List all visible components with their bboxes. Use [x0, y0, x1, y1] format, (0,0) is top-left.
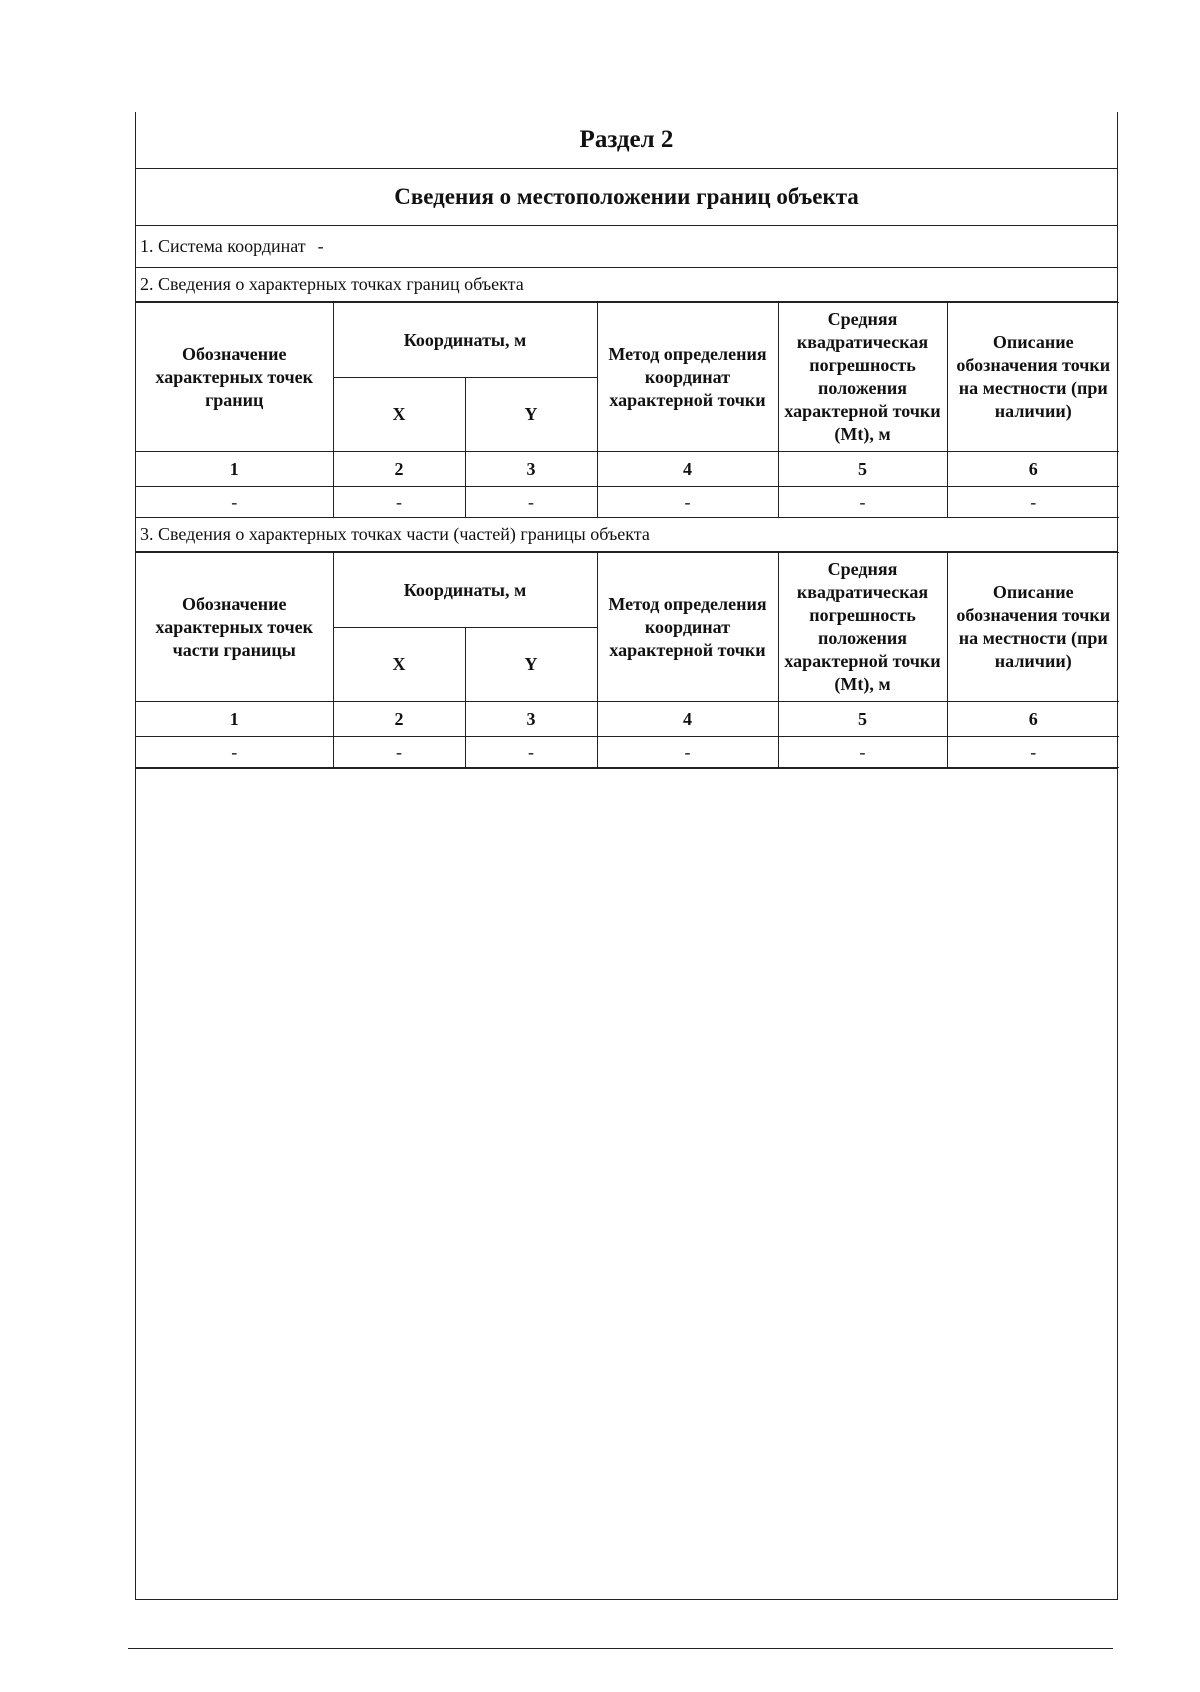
- header-y: Y: [465, 378, 597, 452]
- column-number: 5: [778, 702, 947, 737]
- header-description: Описание обозначения точки на местности (при наличии): [947, 553, 1119, 702]
- cell-error: -: [778, 737, 947, 768]
- cell-description: -: [947, 737, 1119, 768]
- header-method: Метод определения координат характерной точки: [597, 553, 778, 702]
- coordinate-system-row: [136, 226, 1117, 268]
- header-method: Метод определения координат характерной точки: [597, 303, 778, 452]
- column-number: 6: [947, 452, 1119, 487]
- section-title: Раздел 2: [136, 112, 1117, 169]
- cell-y: -: [465, 487, 597, 518]
- header-error: Средняя квадратическая погрешность положения характерной точки (Mt), м: [778, 303, 947, 452]
- column-number: 2: [333, 702, 465, 737]
- column-number: 3: [465, 452, 597, 487]
- footer-divider: [128, 1648, 1113, 1649]
- cell-x: -: [333, 487, 465, 518]
- cell-designation: -: [136, 487, 333, 518]
- section-2-form: [135, 112, 1118, 1600]
- column-number: 4: [597, 452, 778, 487]
- column-number-row: [136, 702, 1119, 737]
- table-row: [136, 737, 1119, 768]
- column-number: 4: [597, 702, 778, 737]
- cell-designation: -: [136, 737, 333, 768]
- column-number: 1: [136, 452, 333, 487]
- section-subtitle: Сведения о местоположении границ объекта: [136, 169, 1117, 226]
- header-designation: Обозначение характерных точек границ: [136, 303, 333, 452]
- header-designation: Обозначение характерных точек части границы: [136, 553, 333, 702]
- cell-description: -: [947, 487, 1119, 518]
- blank-area: [136, 768, 1117, 1600]
- column-number: 3: [465, 702, 597, 737]
- header-x: X: [333, 378, 465, 452]
- header-x: X: [333, 628, 465, 702]
- cell-method: -: [597, 737, 778, 768]
- cell-method: -: [597, 487, 778, 518]
- table-row: [136, 487, 1119, 518]
- coordinate-system-value: -: [317, 236, 324, 256]
- header-y: Y: [465, 628, 597, 702]
- part-points-caption: 3. Сведения о характерных точках части (частей) границы объекта: [136, 518, 1117, 552]
- boundary-points-table: [136, 302, 1119, 518]
- column-number-row: [136, 452, 1119, 487]
- cell-y: -: [465, 737, 597, 768]
- column-number: 1: [136, 702, 333, 737]
- header-error: Средняя квадратическая погрешность положения характерной точки (Mt), м: [778, 553, 947, 702]
- header-coordinates: Координаты, м: [333, 553, 597, 628]
- cell-error: -: [778, 487, 947, 518]
- column-number: 2: [333, 452, 465, 487]
- boundary-points-caption: 2. Сведения о характерных точках границ объекта: [136, 268, 1117, 302]
- column-number: 5: [778, 452, 947, 487]
- column-number: 6: [947, 702, 1119, 737]
- header-description: Описание обозначения точки на местности (при наличии): [947, 303, 1119, 452]
- header-coordinates: Координаты, м: [333, 303, 597, 378]
- cell-x: -: [333, 737, 465, 768]
- coordinate-system-label: 1. Система координат: [140, 236, 306, 256]
- part-points-table: [136, 552, 1119, 768]
